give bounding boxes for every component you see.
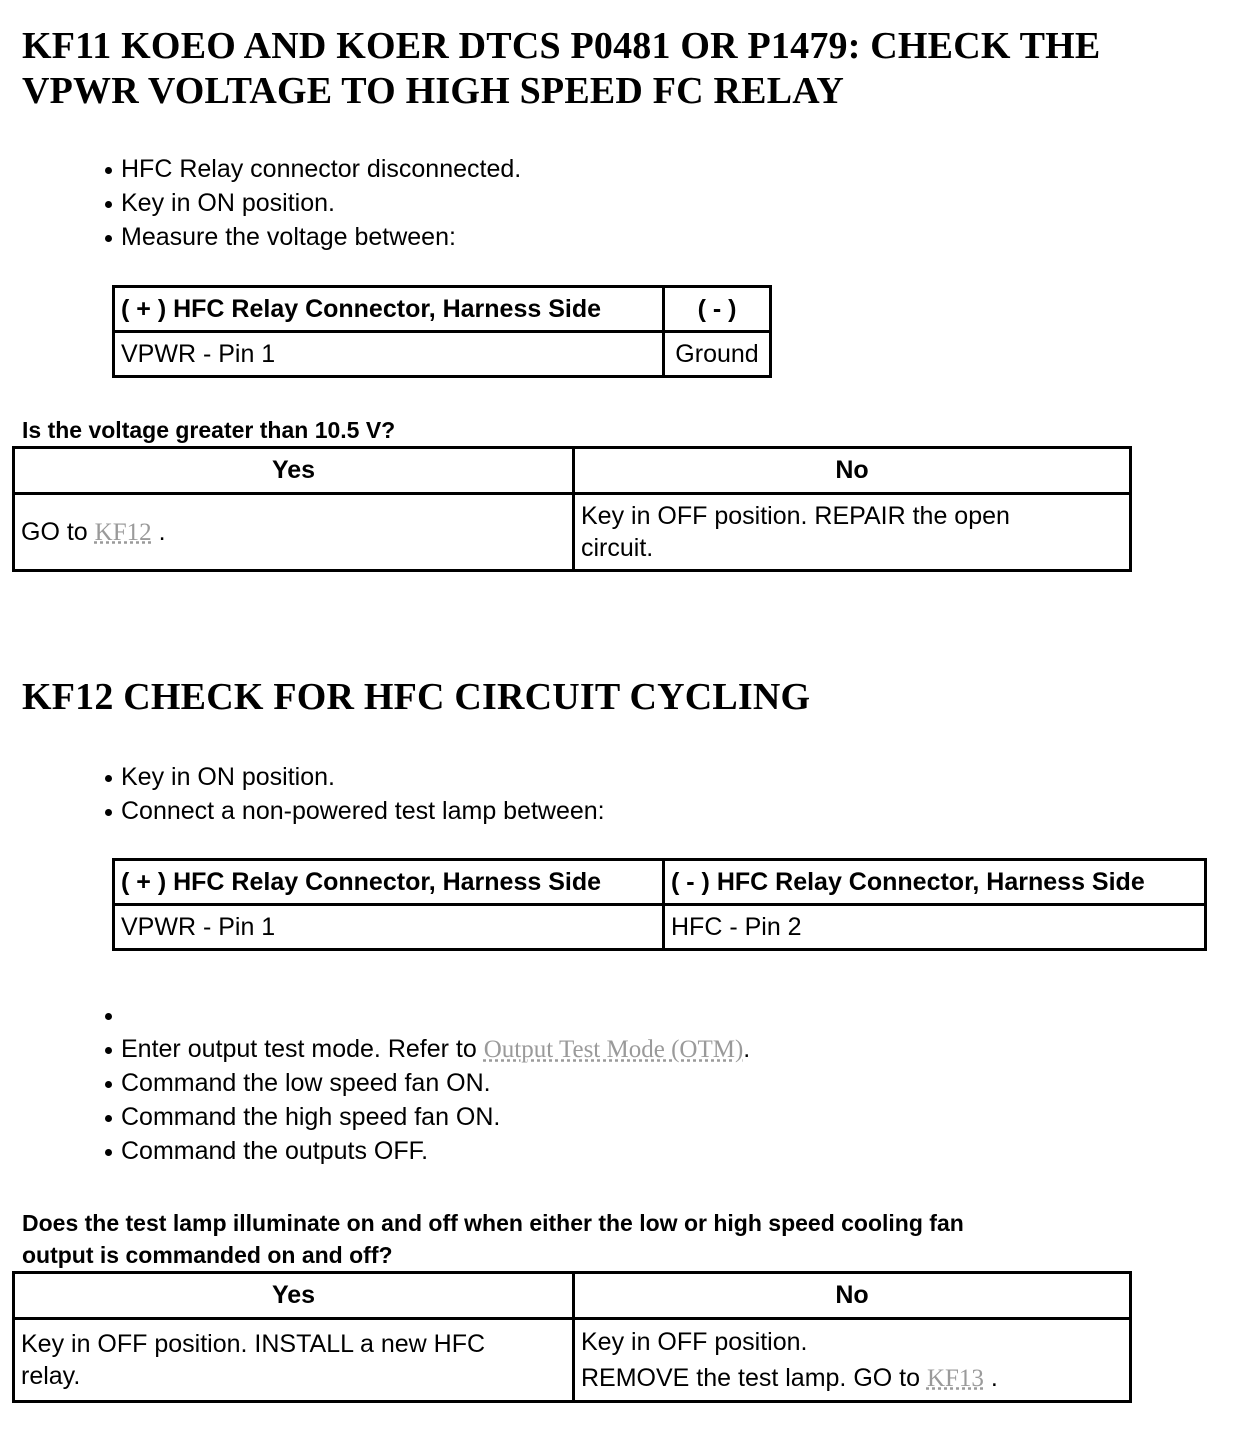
- kf12-step-2-text: Enter output test mode. Refer to: [121, 1035, 477, 1063]
- kf12-no-cell: [574, 1319, 1131, 1402]
- kf12-no-suffix: .: [990, 1363, 998, 1392]
- kf12-step-5: Command the outputs OFF.: [105, 1134, 750, 1168]
- kf12-step-2-suffix: .: [743, 1035, 751, 1063]
- kf12-no-line2: REMOVE the test lamp. GO to: [581, 1363, 921, 1392]
- kf12-bullet-list: [105, 760, 605, 828]
- kf12-question: [22, 1207, 1232, 1271]
- kf12-yes-cell: [14, 1319, 574, 1402]
- kf11-measure-cell-neg: Ground: [664, 332, 771, 377]
- kf12-link[interactable]: KF12: [94, 518, 152, 546]
- kf12-no-header: No: [574, 1273, 1131, 1319]
- kf11-measure-header-pos: ( + ) HFC Relay Connector, Harness Side: [114, 287, 664, 332]
- kf11-title-line1: KF11 KOEO AND KOER DTCS P0481 OR P1479: CHECK THE: [22, 25, 1101, 67]
- otm-link[interactable]: Output Test Mode (OTM): [483, 1036, 744, 1063]
- kf12-question-line2: output is commanded on and off?: [22, 1242, 393, 1268]
- kf11-no-line2: circuit.: [581, 534, 654, 562]
- kf11-question: Is the voltage greater than 10.5 V?: [22, 417, 396, 443]
- kf11-yes-header: Yes: [14, 448, 574, 494]
- kf11-bullet-1: HFC Relay connector disconnected.: [105, 152, 521, 186]
- kf12-step-1-empty: [105, 998, 750, 1032]
- kf12-step-4: Command the high speed fan ON.: [105, 1100, 750, 1134]
- kf12-no-line1: Key in OFF position.: [581, 1327, 808, 1356]
- kf11-title: [22, 24, 1232, 114]
- kf12-step-3: Command the low speed fan ON.: [105, 1066, 750, 1100]
- kf11-bullet-2: Key in ON position.: [105, 186, 521, 220]
- kf11-bullet-3: Measure the voltage between:: [105, 220, 521, 254]
- kf12-yes-line1: Key in OFF position. INSTALL a new HFC: [21, 1330, 486, 1358]
- kf12-bullet-1: Key in ON position.: [105, 760, 605, 794]
- kf12-yes-line2: relay.: [21, 1362, 81, 1390]
- kf12-measure-cell-neg: HFC - Pin 2: [664, 905, 1206, 950]
- kf12-bullet-2: Connect a non-powered test lamp between:: [105, 794, 605, 828]
- kf11-yes-text: GO to: [21, 517, 88, 546]
- kf12-question-line1: Does the test lamp illuminate on and off when either the low or high speed cooling fan: [22, 1210, 964, 1236]
- kf13-link[interactable]: KF13: [926, 1364, 984, 1392]
- kf12-title: KF12 CHECK FOR HFC CIRCUIT CYCLING: [22, 676, 811, 718]
- kf12-measure-header-neg: ( - ) HFC Relay Connector, Harness Side: [664, 860, 1206, 905]
- kf12-measure-table: [112, 858, 1207, 951]
- kf11-measure-cell-pos: VPWR - Pin 1: [114, 332, 664, 377]
- kf12-yes-header: Yes: [14, 1273, 574, 1319]
- kf12-step-2: [105, 1032, 750, 1066]
- kf11-yes-cell: [14, 494, 574, 571]
- kf11-bullet-list: [105, 152, 521, 254]
- kf11-title-line2: VPWR VOLTAGE TO HIGH SPEED FC RELAY: [22, 70, 845, 112]
- kf11-measure-table: [112, 285, 772, 378]
- kf12-step-list: [105, 998, 750, 1168]
- kf12-measure-cell-pos: VPWR - Pin 1: [114, 905, 664, 950]
- kf12-measure-header-pos: ( + ) HFC Relay Connector, Harness Side: [114, 860, 664, 905]
- kf11-no-line1: Key in OFF position. REPAIR the open: [581, 502, 1010, 530]
- kf11-answer-table: [12, 446, 1132, 572]
- kf11-yes-suffix: .: [158, 517, 166, 546]
- kf12-answer-table: [12, 1271, 1132, 1403]
- kf11-no-cell: [574, 494, 1131, 571]
- kf11-no-header: No: [574, 448, 1131, 494]
- kf11-measure-header-neg: ( - ): [664, 287, 771, 332]
